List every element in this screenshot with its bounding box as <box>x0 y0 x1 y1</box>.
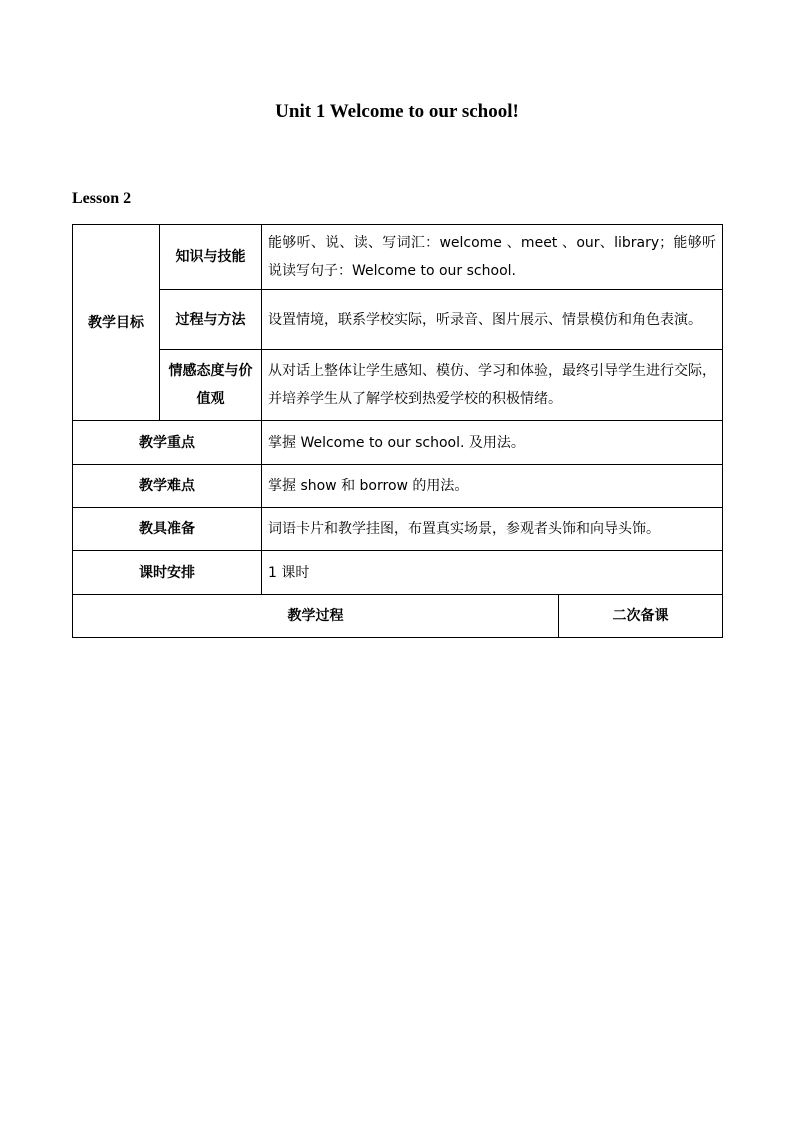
attitude-values-content: 从对话上整体让学生感知、模仿、学习和体验，最终引导学生进行交际，并培养学生从了解学校到热爱学校的积极情绪。 <box>262 350 723 421</box>
attitude-values-label: 情感态度与价值观 <box>160 350 262 421</box>
difficulties-row <box>73 465 723 508</box>
knowledge-skills-label: 知识与技能 <box>160 225 262 290</box>
objectives-label: 教学目标 <box>73 225 160 421</box>
objective-row-knowledge <box>73 225 723 290</box>
knowledge-skills-content: 能够听、说、读、写词汇：welcome 、meet 、our、library；能够听说读写句子：Welcome to our school. <box>262 225 723 290</box>
schedule-label: 课时安排 <box>73 551 262 595</box>
process-header-row <box>73 595 723 638</box>
secondary-preparation-label: 二次备课 <box>559 595 723 638</box>
objective-row-process <box>73 290 723 350</box>
key-points-content: 掌握 Welcome to our school. 及用法。 <box>262 421 723 465</box>
teaching-process-label: 教学过程 <box>73 595 559 638</box>
process-methods-label: 过程与方法 <box>160 290 262 350</box>
lesson-label: Lesson 2 <box>72 190 132 207</box>
difficulties-content: 掌握 show 和 borrow 的用法。 <box>262 465 723 508</box>
difficulties-label: 教学难点 <box>73 465 262 508</box>
materials-content: 词语卡片和教学挂图，布置真实场景，参观者头饰和向导头饰。 <box>262 508 723 551</box>
key-points-row <box>73 421 723 465</box>
objective-row-attitude <box>73 350 723 421</box>
materials-row <box>73 508 723 551</box>
process-methods-content: 设置情境，联系学校实际，听录音、图片展示、情景模仿和角色表演。 <box>262 290 723 350</box>
schedule-content: 1 课时 <box>262 551 723 595</box>
document-title: Unit 1 Welcome to our school! <box>275 101 519 122</box>
schedule-row <box>73 551 723 595</box>
lesson-plan-table <box>72 224 723 638</box>
materials-label: 教具准备 <box>73 508 262 551</box>
key-points-label: 教学重点 <box>73 421 262 465</box>
